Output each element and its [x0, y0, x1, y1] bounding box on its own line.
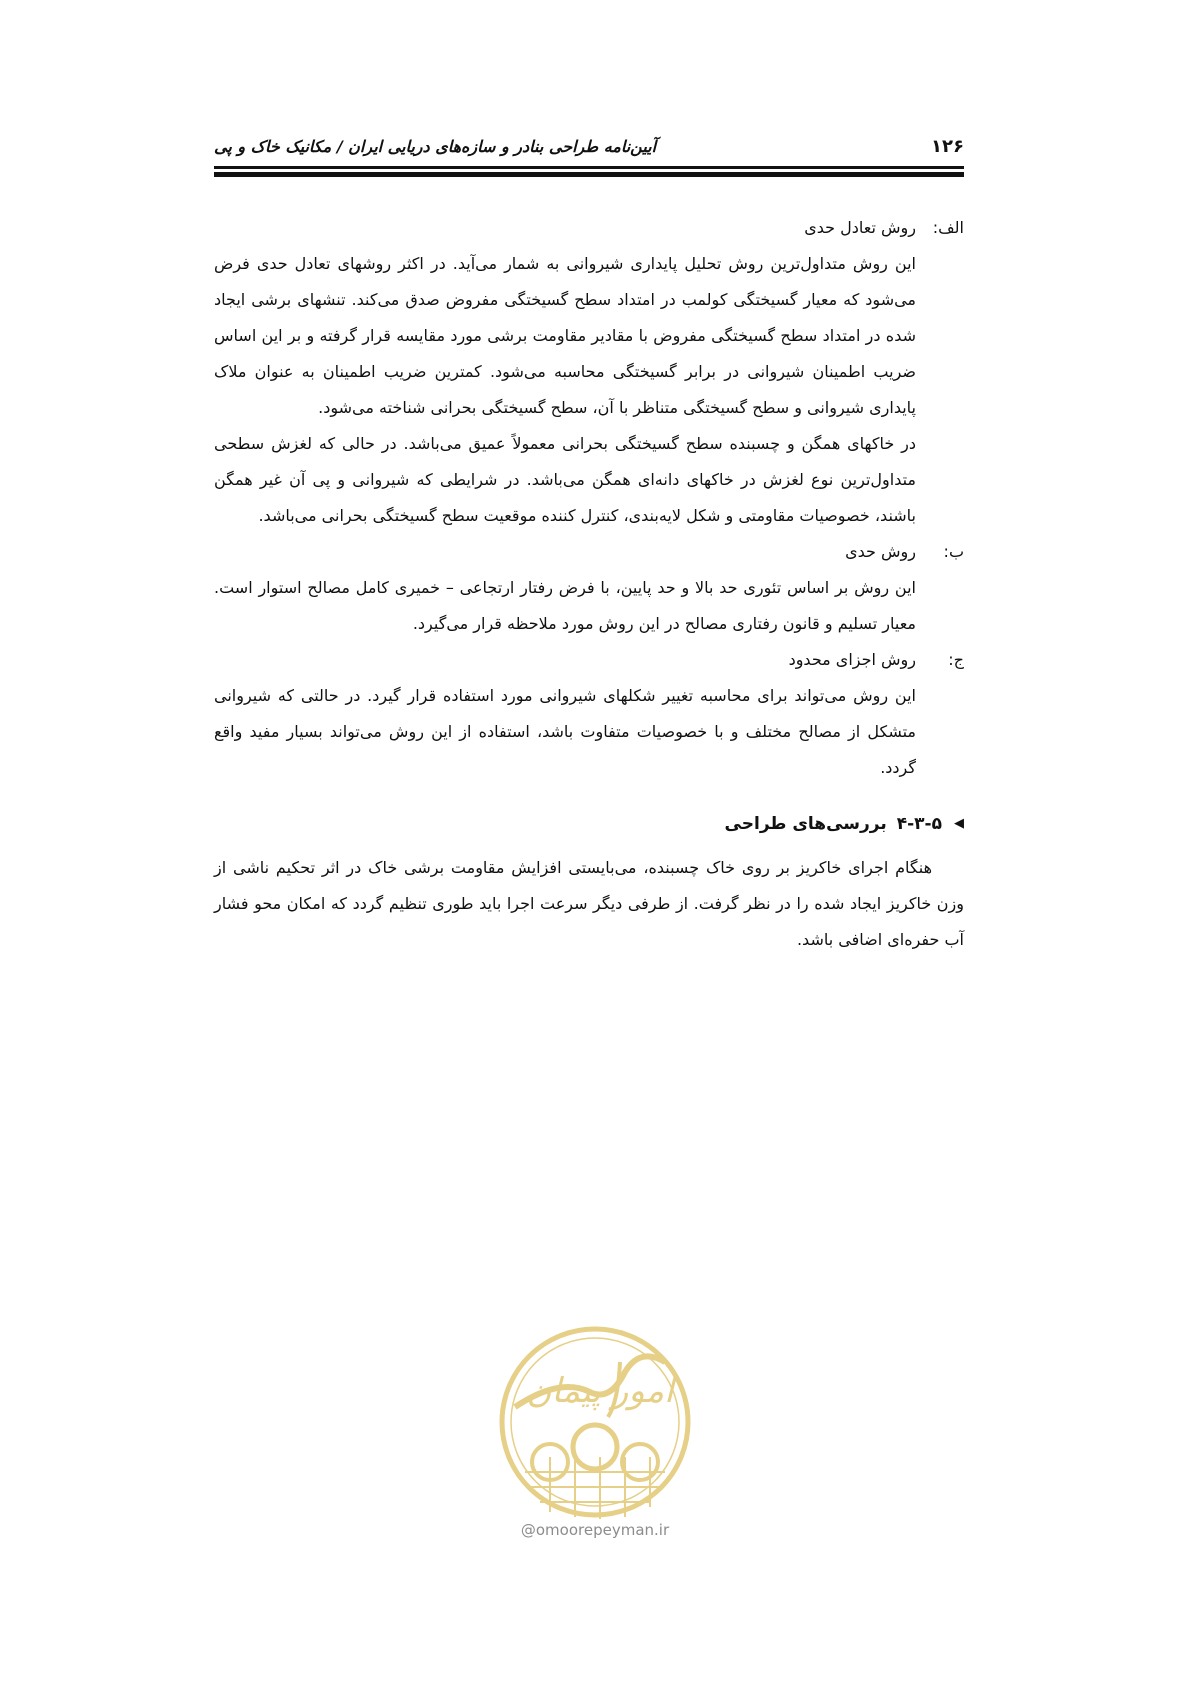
- item-c-paragraph: این روش می‌تواند برای محاسبه تغییر شکلهای شیروانی مورد استفاده قرار گیرد. در حالتی که شیروانی متشکل از مصالح مختلف و با خصوصیات متفاوت باشد، استفاده از این روش می‌تواند بسیار مفید واقع گردد.: [214, 686, 916, 777]
- section-heading: [214, 806, 964, 842]
- watermark-url: [490, 1521, 700, 1539]
- item-b-paragraph: این روش بر اساس تئوری حد بالا و حد پایین، با فرض رفتار ارتجاعی – خمیری کامل مصالح استوار است. معیار تسلیم و قانون رفتاری مصالح در این روش مورد ملاحظه قرار می‌گیرد.: [214, 578, 916, 633]
- section-title: بررسی‌های طراحی: [724, 814, 887, 834]
- watermark-logo-text: امور پیمان: [526, 1371, 674, 1411]
- watermark-stamp: [490, 1322, 700, 1542]
- item-a-paragraph-1: این روش متداول‌ترین روش تحلیل پایداری شیروانی به شمار می‌آید. در اکثر روشهای تعادل حدی فرض می‌شود که معیار گسیختگی کولمب در امتداد سطح گسیختگی مفروض صدق می‌کند. تنشهای برشی ایجاد شده در امتداد سطح گسیختگی مفروض با مقادیر مقاومت برشی مورد مقایسه قرار گرفته و بر این اساس ضریب اطمینان شیروانی در برابر گسیختگی محاسبه می‌شود. کمترین ضریب اطمینان به عنوان ملاک پایداری شیروانی و سطح گسیختگی متناظر با آن، سطح گسیختگی بحرانی شناخته می‌شود.: [214, 254, 916, 417]
- section-number: ۴-۳-۵: [896, 814, 942, 834]
- header-rule-thick: [214, 172, 964, 177]
- watermark-logo-icon: [490, 1322, 700, 1522]
- page-header: [214, 126, 964, 166]
- item-a-title: روش تعادل حدی: [804, 218, 916, 237]
- watermark-url-text: omoorepeyman.ir: [535, 1521, 670, 1539]
- at-icon: @: [520, 1521, 536, 1539]
- section-paragraph: هنگام اجرای خاکریز بر روی خاک چسبنده، می‌بایستی افزایش مقاومت برشی خاک در اثر تحکیم ناشی از وزن خاکریز ایجاد شده را در نظر گرفت. از طرفی دیگر سرعت اجرا باید طوری تنظیم گردد که امکان محو فشار آب حفره‌ای اضافی باشد.: [214, 858, 964, 949]
- item-c-title: روش اجزای محدود: [788, 650, 916, 669]
- body-text: [214, 210, 964, 958]
- triangle-bullet-icon: ◀: [954, 816, 964, 831]
- page-number: ۱۲۶: [931, 135, 964, 157]
- item-b-label: ب:: [943, 542, 964, 561]
- item-a-paragraph-2: در خاکهای همگن و چسبنده سطح گسیختگی بحرانی معمولاً عمیق می‌باشد. در حالی که لغزش سطحی متداول‌ترین نوع لغزش در خاکهای دانه‌ای همگن می‌باشد. در شرایطی که شیروانی و پی آن غیر همگن باشند، خصوصیات مقاومتی و شکل لایه‌بندی، کنترل کننده موقعیت سطح گسیختگی بحرانی می‌باشد.: [214, 434, 916, 525]
- item-b-title: روش حدی: [845, 542, 916, 561]
- item-b-heading: [214, 534, 964, 570]
- item-a-label: الف:: [932, 218, 964, 237]
- header-rule-thin: [214, 166, 964, 169]
- item-c-label: ج:: [948, 650, 964, 669]
- running-title: آیین‌نامه طراحی بنادر و سازه‌های دریایی ایران / مکانیک خاک و پی: [214, 136, 657, 156]
- item-a-heading: [214, 210, 964, 246]
- item-c-heading: [214, 642, 964, 678]
